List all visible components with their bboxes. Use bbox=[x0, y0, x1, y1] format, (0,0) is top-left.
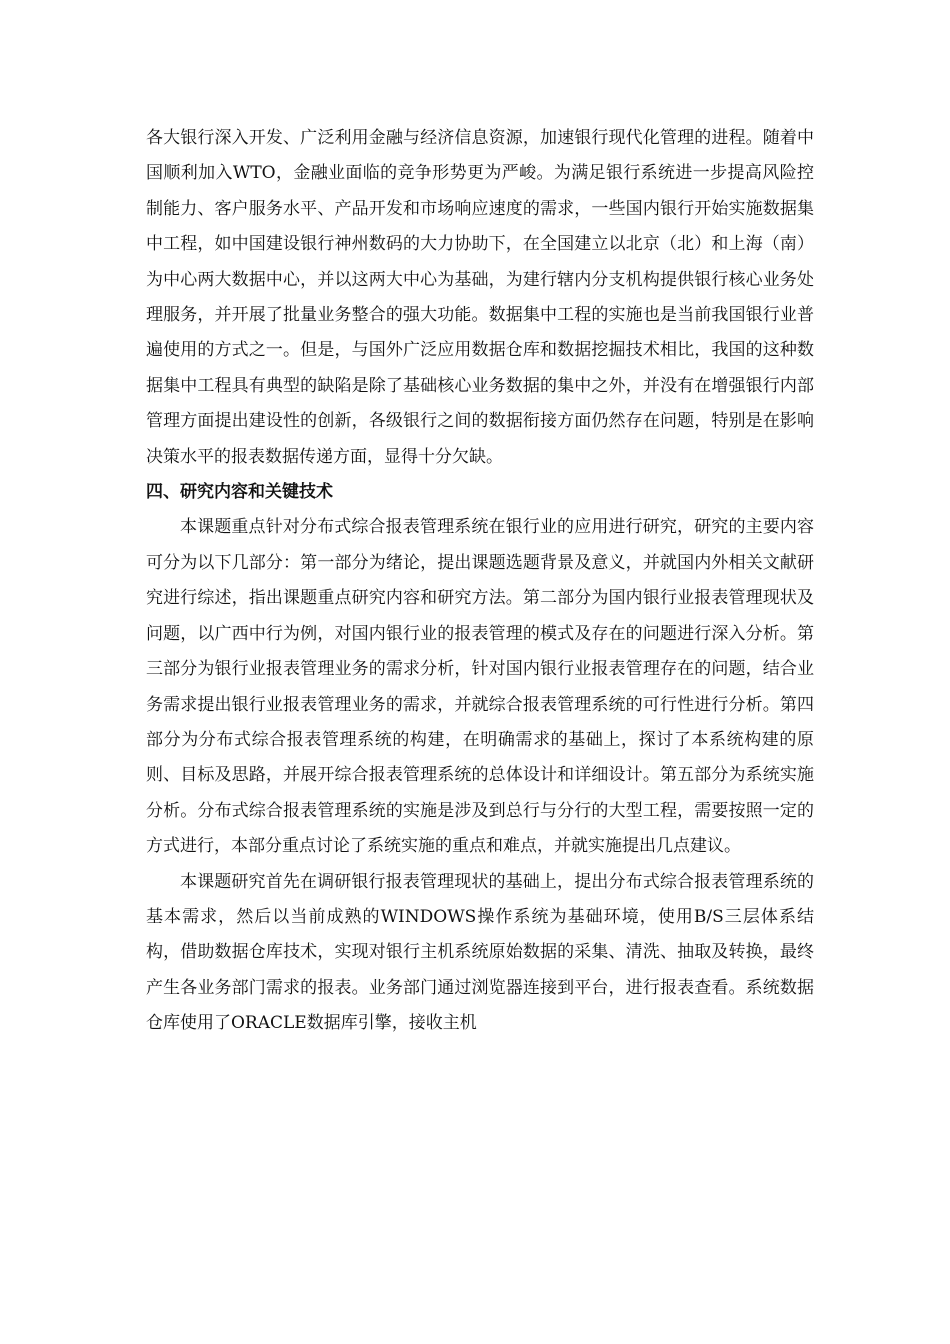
paragraph-research-content: 本课题重点针对分布式综合报表管理系统在银行业的应用进行研究，研究的主要内容可分为以下几部分：第一部分为绪论，提出课题选题背景及意义，并就国内外相关文献研究进行综述，指出课题重点研究内容和研究方法。第二部分为国内银行业报表管理现状及问题，以广西中行为例，对国内银行业的报表管理的模式及存在的问题进行深入分析。第三部分为银行业报表管理业务的需求分析，针对国内银行业报表管理存在的问题，结合业务需求提出银行业报表管理业务的需求，并就综合报表管理系统的可行性进行分析。第四部分为分布式综合报表管理系统的构建，在明确需求的基础上，探讨了本系统构建的原则、目标及思路，并展开综合报表管理系统的总体设计和详细设计。第五部分为系统实施分析。分布式综合报表管理系统的实施是涉及到总行与分行的大型工程，需要按照一定的方式进行，本部分重点讨论了系统实施的重点和难点，并就实施提出几点建议。 bbox=[146, 517, 814, 857]
paragraph-data-centralization: 各大银行深入开发、广泛利用金融与经济信息资源，加速银行现代化管理的进程。随着中国顺利加入WTO，金融业面临的竞争形势更为严峻。为满足银行系统进一步提高风险控制能力、客户服务水平、产品开发和市场响应速度的需求，一些国内银行开始实施数据集中工程，如中国建设银行神州数码的大力协助下，在全国建立以北京（北）和上海（南）为中心两大数据中心，并以这两大中心为基础，为建行辖内分支机构提供银行核心业务处理服务，并开展了批量业务整合的强大功能。数据集中工程的实施也是当前我国银行业普遍使用的方式之一。但是，与国外广泛应用数据仓库和数据挖掘技术相比，我国的这种数据集中工程具有典型的缺陷是除了基础核心业务数据的集中之外，并没有在增强银行内部管理方面提出建设性的创新，各级银行之间的数据衔接方面仍然存在问题，特别是在影响决策水平的报表数据传递方面，显得十分欠缺。 bbox=[146, 128, 814, 467]
paragraph-key-technology: 本课题研究首先在调研银行报表管理现状的基础上，提出分布式综合报表管理系统的基本需求，然后以当前成熟的WINDOWS操作系统为基础环境，使用B/S三层体系结构，借助数据仓库技术，实现对银行主机系统原始数据的采集、清洗、抽取及转换，最终产生各业务部门需求的报表。业务部门通过浏览器连接到平台，进行报表查看。系统数据仓库使用了ORACLE数据库引擎，接收主机 bbox=[146, 871, 814, 1034]
document-body bbox=[146, 121, 814, 1042]
section-heading-research-content: 四、研究内容和关键技术 bbox=[146, 482, 333, 503]
